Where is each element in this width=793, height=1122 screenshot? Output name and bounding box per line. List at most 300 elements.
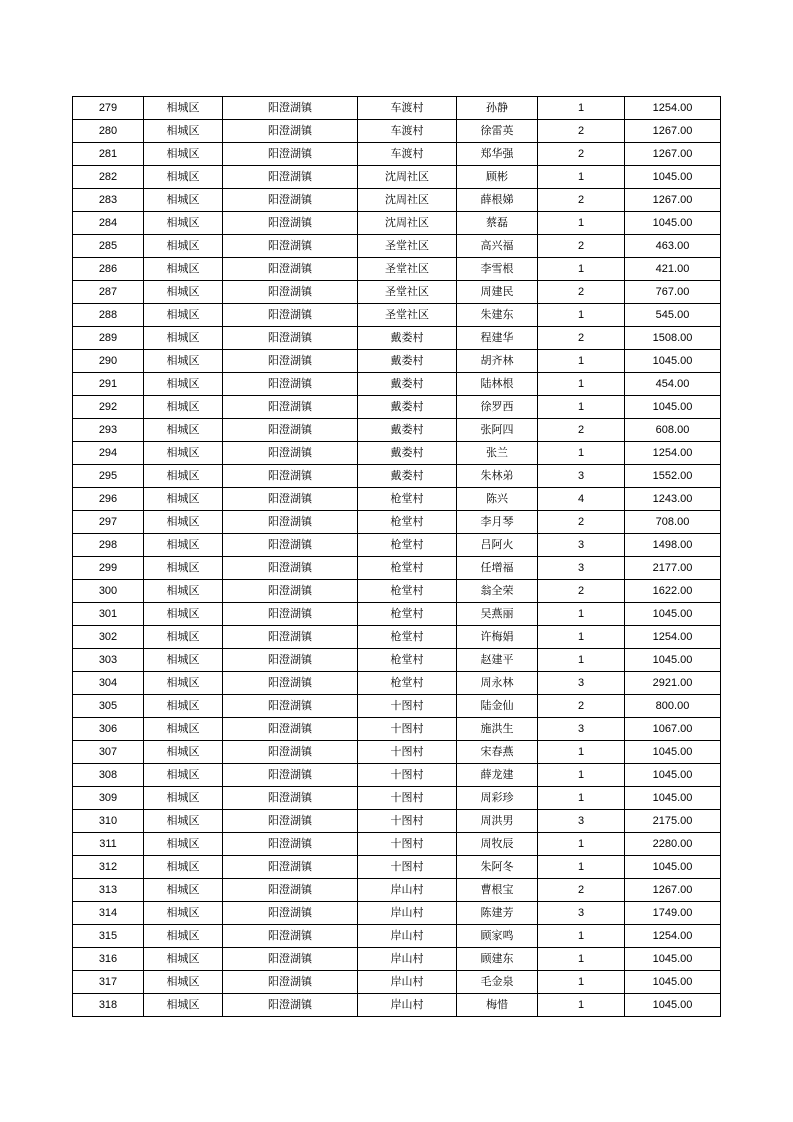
table-row [73,143,721,166]
table-row [73,465,721,488]
household-count-cell: 1 [538,649,625,672]
district-cell: 相城区 [144,580,223,603]
district-cell: 相城区 [144,258,223,281]
household-count-cell: 1 [538,994,625,1017]
amount-cell: 1045.00 [625,350,721,373]
household-count-cell: 2 [538,580,625,603]
table-row [73,511,721,534]
town-cell: 阳澄湖镇 [223,304,358,327]
table-row [73,189,721,212]
name-cell: 吕阿火 [457,534,538,557]
amount-cell: 800.00 [625,695,721,718]
district-cell: 相城区 [144,902,223,925]
row-number-cell: 313 [73,879,144,902]
name-cell: 朱林弟 [457,465,538,488]
district-cell: 相城区 [144,672,223,695]
village-cell: 圣堂社区 [358,281,457,304]
amount-cell: 1498.00 [625,534,721,557]
table-row [73,534,721,557]
district-cell: 相城区 [144,281,223,304]
name-cell: 张兰 [457,442,538,465]
village-cell: 枪堂村 [358,580,457,603]
table-row [73,419,721,442]
amount-cell: 1045.00 [625,166,721,189]
district-cell: 相城区 [144,120,223,143]
amount-cell: 1045.00 [625,741,721,764]
district-cell: 相城区 [144,97,223,120]
row-number-cell: 282 [73,166,144,189]
town-cell: 阳澄湖镇 [223,350,358,373]
household-count-cell: 2 [538,281,625,304]
household-count-cell: 3 [538,718,625,741]
town-cell: 阳澄湖镇 [223,166,358,189]
household-count-cell: 2 [538,695,625,718]
table-body [73,97,721,1017]
town-cell: 阳澄湖镇 [223,810,358,833]
town-cell: 阳澄湖镇 [223,557,358,580]
town-cell: 阳澄湖镇 [223,948,358,971]
row-number-cell: 302 [73,626,144,649]
amount-cell: 1045.00 [625,396,721,419]
household-count-cell: 2 [538,879,625,902]
row-number-cell: 297 [73,511,144,534]
village-cell: 戴娄村 [358,396,457,419]
name-cell: 顾家鸣 [457,925,538,948]
town-cell: 阳澄湖镇 [223,488,358,511]
table-row [73,97,721,120]
village-cell: 枪堂村 [358,603,457,626]
row-number-cell: 283 [73,189,144,212]
table-row [73,787,721,810]
district-cell: 相城区 [144,327,223,350]
village-cell: 岸山村 [358,925,457,948]
amount-cell: 545.00 [625,304,721,327]
village-cell: 十图村 [358,787,457,810]
name-cell: 任增福 [457,557,538,580]
village-cell: 戴娄村 [358,350,457,373]
village-cell: 十图村 [358,695,457,718]
table-row [73,695,721,718]
table-row [73,304,721,327]
town-cell: 阳澄湖镇 [223,971,358,994]
district-cell: 相城区 [144,718,223,741]
district-cell: 相城区 [144,879,223,902]
district-cell: 相城区 [144,534,223,557]
name-cell: 顾建东 [457,948,538,971]
table-row [73,488,721,511]
household-count-cell: 3 [538,534,625,557]
household-count-cell: 2 [538,327,625,350]
amount-cell: 1254.00 [625,925,721,948]
table-row [73,373,721,396]
row-number-cell: 299 [73,557,144,580]
town-cell: 阳澄湖镇 [223,396,358,419]
district-cell: 相城区 [144,557,223,580]
row-number-cell: 317 [73,971,144,994]
name-cell: 陆林根 [457,373,538,396]
district-cell: 相城区 [144,166,223,189]
row-number-cell: 309 [73,787,144,810]
district-cell: 相城区 [144,442,223,465]
name-cell: 翁全荣 [457,580,538,603]
amount-cell: 1267.00 [625,189,721,212]
table-row [73,718,721,741]
name-cell: 薛根娣 [457,189,538,212]
district-cell: 相城区 [144,235,223,258]
name-cell: 李雪根 [457,258,538,281]
row-number-cell: 300 [73,580,144,603]
table-row [73,281,721,304]
household-count-cell: 1 [538,626,625,649]
amount-cell: 1508.00 [625,327,721,350]
district-cell: 相城区 [144,994,223,1017]
village-cell: 戴娄村 [358,465,457,488]
name-cell: 陆金仙 [457,695,538,718]
town-cell: 阳澄湖镇 [223,373,358,396]
village-cell: 十图村 [358,856,457,879]
household-count-cell: 1 [538,787,625,810]
district-cell: 相城区 [144,212,223,235]
amount-cell: 1243.00 [625,488,721,511]
town-cell: 阳澄湖镇 [223,925,358,948]
town-cell: 阳澄湖镇 [223,327,358,350]
name-cell: 许梅娟 [457,626,538,649]
household-count-cell: 1 [538,603,625,626]
row-number-cell: 318 [73,994,144,1017]
household-count-cell: 2 [538,189,625,212]
row-number-cell: 314 [73,902,144,925]
row-number-cell: 279 [73,97,144,120]
row-number-cell: 286 [73,258,144,281]
table-row [73,626,721,649]
household-count-cell: 1 [538,97,625,120]
village-cell: 十图村 [358,810,457,833]
district-cell: 相城区 [144,304,223,327]
row-number-cell: 284 [73,212,144,235]
household-count-cell: 3 [538,902,625,925]
town-cell: 阳澄湖镇 [223,626,358,649]
household-count-cell: 4 [538,488,625,511]
district-cell: 相城区 [144,396,223,419]
village-cell: 枪堂村 [358,626,457,649]
district-cell: 相城区 [144,189,223,212]
row-number-cell: 301 [73,603,144,626]
household-count-cell: 2 [538,143,625,166]
village-cell: 车渡村 [358,97,457,120]
town-cell: 阳澄湖镇 [223,718,358,741]
district-cell: 相城区 [144,925,223,948]
name-cell: 周彩珍 [457,787,538,810]
district-cell: 相城区 [144,856,223,879]
table-row [73,557,721,580]
name-cell: 郑华强 [457,143,538,166]
household-count-cell: 1 [538,212,625,235]
district-cell: 相城区 [144,143,223,166]
amount-cell: 1045.00 [625,948,721,971]
name-cell: 徐罗西 [457,396,538,419]
name-cell: 梅惜 [457,994,538,1017]
district-cell: 相城区 [144,465,223,488]
town-cell: 阳澄湖镇 [223,511,358,534]
row-number-cell: 295 [73,465,144,488]
household-count-cell: 1 [538,166,625,189]
row-number-cell: 294 [73,442,144,465]
amount-cell: 1254.00 [625,97,721,120]
amount-cell: 708.00 [625,511,721,534]
amount-cell: 1045.00 [625,994,721,1017]
row-number-cell: 292 [73,396,144,419]
table-row [73,120,721,143]
district-cell: 相城区 [144,350,223,373]
village-cell: 戴娄村 [358,442,457,465]
town-cell: 阳澄湖镇 [223,833,358,856]
household-count-cell: 2 [538,235,625,258]
village-cell: 十图村 [358,764,457,787]
amount-cell: 608.00 [625,419,721,442]
household-count-cell: 1 [538,833,625,856]
row-number-cell: 296 [73,488,144,511]
amount-cell: 2177.00 [625,557,721,580]
town-cell: 阳澄湖镇 [223,189,358,212]
district-cell: 相城区 [144,833,223,856]
district-cell: 相城区 [144,649,223,672]
amount-cell: 1267.00 [625,120,721,143]
amount-cell: 1045.00 [625,856,721,879]
amount-cell: 1045.00 [625,649,721,672]
table-row [73,580,721,603]
town-cell: 阳澄湖镇 [223,281,358,304]
amount-cell: 1552.00 [625,465,721,488]
data-table [72,96,721,1017]
village-cell: 岸山村 [358,971,457,994]
village-cell: 车渡村 [358,143,457,166]
amount-cell: 1749.00 [625,902,721,925]
name-cell: 周永林 [457,672,538,695]
village-cell: 岸山村 [358,879,457,902]
district-cell: 相城区 [144,971,223,994]
town-cell: 阳澄湖镇 [223,212,358,235]
village-cell: 岸山村 [358,994,457,1017]
row-number-cell: 316 [73,948,144,971]
district-cell: 相城区 [144,948,223,971]
amount-cell: 1254.00 [625,442,721,465]
town-cell: 阳澄湖镇 [223,764,358,787]
amount-cell: 767.00 [625,281,721,304]
town-cell: 阳澄湖镇 [223,649,358,672]
amount-cell: 2280.00 [625,833,721,856]
household-count-cell: 1 [538,442,625,465]
amount-cell: 1267.00 [625,879,721,902]
household-count-cell: 3 [538,465,625,488]
household-count-cell: 3 [538,557,625,580]
village-cell: 圣堂社区 [358,304,457,327]
row-number-cell: 304 [73,672,144,695]
town-cell: 阳澄湖镇 [223,603,358,626]
row-number-cell: 298 [73,534,144,557]
district-cell: 相城区 [144,373,223,396]
household-count-cell: 1 [538,373,625,396]
village-cell: 圣堂社区 [358,235,457,258]
household-count-cell: 2 [538,511,625,534]
row-number-cell: 291 [73,373,144,396]
town-cell: 阳澄湖镇 [223,672,358,695]
name-cell: 陈兴 [457,488,538,511]
name-cell: 宋春燕 [457,741,538,764]
name-cell: 胡齐林 [457,350,538,373]
town-cell: 阳澄湖镇 [223,741,358,764]
table-row [73,396,721,419]
household-count-cell: 1 [538,396,625,419]
name-cell: 薛龙建 [457,764,538,787]
village-cell: 沈周社区 [358,212,457,235]
table-row [73,994,721,1017]
village-cell: 岸山村 [358,948,457,971]
name-cell: 顾彬 [457,166,538,189]
table-row [73,235,721,258]
village-cell: 枪堂村 [358,511,457,534]
name-cell: 蔡磊 [457,212,538,235]
table-row [73,741,721,764]
name-cell: 张阿四 [457,419,538,442]
table-row [73,649,721,672]
village-cell: 戴娄村 [358,419,457,442]
name-cell: 周洪男 [457,810,538,833]
district-cell: 相城区 [144,764,223,787]
town-cell: 阳澄湖镇 [223,97,358,120]
row-number-cell: 285 [73,235,144,258]
name-cell: 吴燕丽 [457,603,538,626]
village-cell: 岸山村 [358,902,457,925]
amount-cell: 1045.00 [625,787,721,810]
row-number-cell: 280 [73,120,144,143]
village-cell: 枪堂村 [358,672,457,695]
town-cell: 阳澄湖镇 [223,442,358,465]
name-cell: 孙静 [457,97,538,120]
table-row [73,925,721,948]
town-cell: 阳澄湖镇 [223,856,358,879]
town-cell: 阳澄湖镇 [223,465,358,488]
district-cell: 相城区 [144,626,223,649]
name-cell: 陈建芳 [457,902,538,925]
table-row [73,212,721,235]
name-cell: 赵建平 [457,649,538,672]
town-cell: 阳澄湖镇 [223,902,358,925]
village-cell: 圣堂社区 [358,258,457,281]
district-cell: 相城区 [144,419,223,442]
name-cell: 朱建东 [457,304,538,327]
amount-cell: 463.00 [625,235,721,258]
amount-cell: 454.00 [625,373,721,396]
table-row [73,350,721,373]
village-cell: 沈周社区 [358,189,457,212]
row-number-cell: 306 [73,718,144,741]
row-number-cell: 293 [73,419,144,442]
amount-cell: 2921.00 [625,672,721,695]
table-row [73,442,721,465]
row-number-cell: 303 [73,649,144,672]
row-number-cell: 289 [73,327,144,350]
amount-cell: 1045.00 [625,764,721,787]
amount-cell: 1067.00 [625,718,721,741]
amount-cell: 1045.00 [625,212,721,235]
village-cell: 沈周社区 [358,166,457,189]
name-cell: 程建华 [457,327,538,350]
row-number-cell: 287 [73,281,144,304]
town-cell: 阳澄湖镇 [223,787,358,810]
table-row [73,856,721,879]
household-count-cell: 1 [538,258,625,281]
table-row [73,971,721,994]
name-cell: 周建民 [457,281,538,304]
district-cell: 相城区 [144,741,223,764]
table-row [73,810,721,833]
district-cell: 相城区 [144,695,223,718]
village-cell: 十图村 [358,718,457,741]
row-number-cell: 305 [73,695,144,718]
household-count-cell: 2 [538,419,625,442]
table-row [73,327,721,350]
table-row [73,948,721,971]
village-cell: 戴娄村 [358,327,457,350]
amount-cell: 1045.00 [625,603,721,626]
town-cell: 阳澄湖镇 [223,143,358,166]
table-row [73,764,721,787]
district-cell: 相城区 [144,603,223,626]
name-cell: 周牧辰 [457,833,538,856]
amount-cell: 1045.00 [625,971,721,994]
district-cell: 相城区 [144,511,223,534]
household-count-cell: 2 [538,120,625,143]
amount-cell: 1254.00 [625,626,721,649]
table-row [73,603,721,626]
name-cell: 高兴福 [457,235,538,258]
household-count-cell: 1 [538,764,625,787]
village-cell: 枪堂村 [358,649,457,672]
table-row [73,258,721,281]
town-cell: 阳澄湖镇 [223,994,358,1017]
row-number-cell: 307 [73,741,144,764]
table-row [73,879,721,902]
district-cell: 相城区 [144,787,223,810]
village-cell: 枪堂村 [358,488,457,511]
row-number-cell: 315 [73,925,144,948]
name-cell: 李月琴 [457,511,538,534]
name-cell: 朱阿冬 [457,856,538,879]
amount-cell: 2175.00 [625,810,721,833]
village-cell: 枪堂村 [358,557,457,580]
village-cell: 枪堂村 [358,534,457,557]
amount-cell: 421.00 [625,258,721,281]
table-row [73,166,721,189]
table-row [73,902,721,925]
household-count-cell: 1 [538,856,625,879]
town-cell: 阳澄湖镇 [223,120,358,143]
name-cell: 毛金泉 [457,971,538,994]
household-count-cell: 1 [538,741,625,764]
row-number-cell: 288 [73,304,144,327]
row-number-cell: 281 [73,143,144,166]
name-cell: 徐雷英 [457,120,538,143]
amount-cell: 1267.00 [625,143,721,166]
name-cell: 施洪生 [457,718,538,741]
town-cell: 阳澄湖镇 [223,580,358,603]
town-cell: 阳澄湖镇 [223,235,358,258]
table-row [73,833,721,856]
town-cell: 阳澄湖镇 [223,695,358,718]
row-number-cell: 308 [73,764,144,787]
row-number-cell: 310 [73,810,144,833]
table-row [73,672,721,695]
